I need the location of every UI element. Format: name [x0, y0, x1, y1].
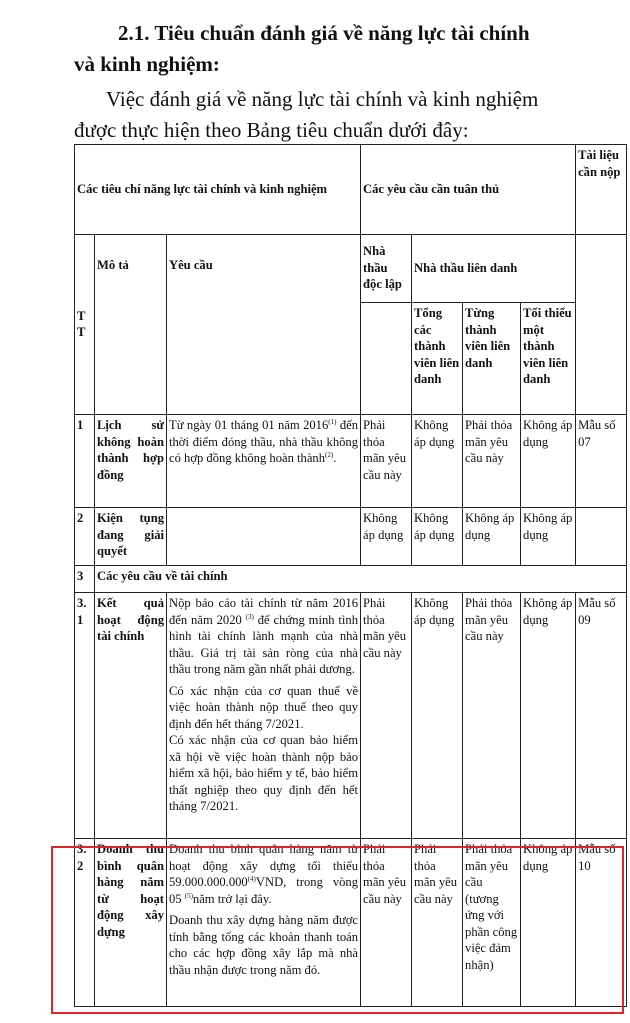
row-jv-min-one: Không áp dụng [521, 593, 576, 839]
row-independent: Phải thỏa mãn yêu cầu này [361, 415, 412, 508]
header-jv-total: Tổng các thành viên liên danh [412, 303, 463, 415]
section-title-part2: và kinh nghiệm: [74, 52, 220, 76]
table-row [75, 415, 627, 508]
row-jv-each: Phải thỏa mãn yêu cầu (tương ứng với phần công việc đảm nhận) [463, 839, 521, 1007]
row-documents: Mẫu số 07 [576, 415, 627, 508]
section-row [75, 566, 627, 593]
section-tt: 3 [75, 566, 95, 593]
table-header-row-2 [75, 235, 627, 303]
row-documents: Mẫu số 09 [576, 593, 627, 839]
row-jv-total: Không áp dụng [412, 415, 463, 508]
table-row [75, 593, 627, 839]
row-requirement: Từ ngày 01 tháng 01 năm 2016$^{(1)}$ đến thời điểm đóng thầu, nhà thầu không có hợp đồng không hoàn thành$^{(2)}$. [167, 415, 361, 508]
header-independent-spacer [361, 303, 412, 415]
header-requirements-group: Các yêu cầu cần tuân thủ [361, 145, 576, 235]
row-jv-total: Không áp dụng [412, 593, 463, 839]
header-joint-venture: Nhà thầu liên danh [412, 235, 576, 303]
row-tt: 3.2 [75, 839, 95, 1007]
row-jv-min-one: Không áp dụng [521, 415, 576, 508]
row-jv-min-one: Không áp dụng [521, 508, 576, 566]
requirement-paragraph: Doanh thu bình quân hàng năm từ hoạt động xây dựng tối thiểu 59.000.000.000$^{(4)}$VND, trong vòng 05 $^{(5)}$năm trở lại đây. [169, 842, 359, 906]
criteria-table [74, 144, 627, 1007]
section-number: 2.1. [118, 21, 150, 45]
row-independent: Không áp dụng [361, 508, 412, 566]
header-requirement: Yêu cầu [167, 235, 361, 415]
intro-line-2: được thực hiện theo Bảng tiêu chuẩn dưới đây: [74, 118, 469, 142]
header-documents: Tài liệu cần nộp [576, 145, 627, 235]
row-jv-total: Không áp dụng [412, 508, 463, 566]
table-row [75, 508, 627, 566]
row-jv-each: Không áp dụng [463, 508, 521, 566]
row-documents [576, 508, 627, 566]
intro-paragraph [74, 84, 626, 146]
section-title-part1: Tiêu chuẩn đánh giá về năng lực tài chính [154, 21, 530, 45]
row-independent: Phải thỏa mãn yêu cầu này [361, 593, 412, 839]
row-description: Kiện tụng đang giải quyết [95, 508, 167, 566]
header-jv-min-one: Tối thiểu một thành viên liên danh [521, 303, 576, 415]
header-description: Mô tả [95, 235, 167, 415]
header-independent: Nhà thầu độc lập [361, 235, 412, 303]
intro-line-1: Việc đánh giá về năng lực tài chính và kinh nghiệm [106, 87, 539, 111]
requirement-paragraph: Doanh thu xây dựng hàng năm được tính bằng tổng các khoản thanh toán cho các hợp đồng xây lắp mà nhà thầu nhận được trong năm đó. [169, 913, 359, 977]
row-tt: 1 [75, 415, 95, 508]
row-documents: Mẫu số 10 [576, 839, 627, 1007]
row-independent: Phải thỏa mãn yêu cầu này [361, 839, 412, 1007]
row-description: Kết quả hoạt động tài chính [95, 593, 167, 839]
row-jv-each: Phải thỏa mãn yêu cầu này [463, 593, 521, 839]
section-title: Các yêu cầu về tài chính [95, 566, 627, 593]
row-requirement [167, 508, 361, 566]
row-description: Doanh thu bình quân hàng năm từ hoạt động xây dựng [95, 839, 167, 1007]
row-jv-each: Phải thỏa mãn yêu cầu này [463, 415, 521, 508]
requirement-paragraph: Nộp báo cáo tài chính từ năm 2016 đến năm 2020 $^{(3)}$ để chứng minh tình hình tài chính lành mạnh của nhà thầu. Giá trị tài sản ròng của nhà thầu trong năm gần nhất phải dương. [169, 596, 359, 676]
table-row [75, 839, 627, 1007]
row-tt: 3.1 [75, 593, 95, 839]
requirement-paragraph: Có xác nhận của cơ quan thuế về việc hoàn thành nộp thuế theo quy định đến hết tháng 7/2021. [169, 683, 359, 731]
row-requirement [167, 839, 361, 1007]
row-tt: 2 [75, 508, 95, 566]
header-criteria-group: Các tiêu chí năng lực tài chính và kinh nghiệm [75, 145, 361, 235]
table-header-row-1 [75, 145, 627, 235]
requirement-paragraph: Có xác nhận của cơ quan bảo hiểm xã hội về việc hoàn thành nộp bảo hiểm xã hội, bảo hiểm y tế, bảo hiểm thất nghiệp theo quy định đến hết tháng 7/2021. [169, 733, 359, 813]
row-jv-total: Phải thỏa mãn yêu cầu này [412, 839, 463, 1007]
section-heading [74, 18, 626, 80]
header-documents-spacer [576, 235, 627, 415]
row-jv-min-one: Không áp dụng [521, 839, 576, 1007]
header-tt: TT [75, 235, 95, 415]
row-requirement [167, 593, 361, 839]
row-description: Lịch sử không hoàn thành hợp đồng [95, 415, 167, 508]
header-jv-each: Từng thành viên liên danh [463, 303, 521, 415]
